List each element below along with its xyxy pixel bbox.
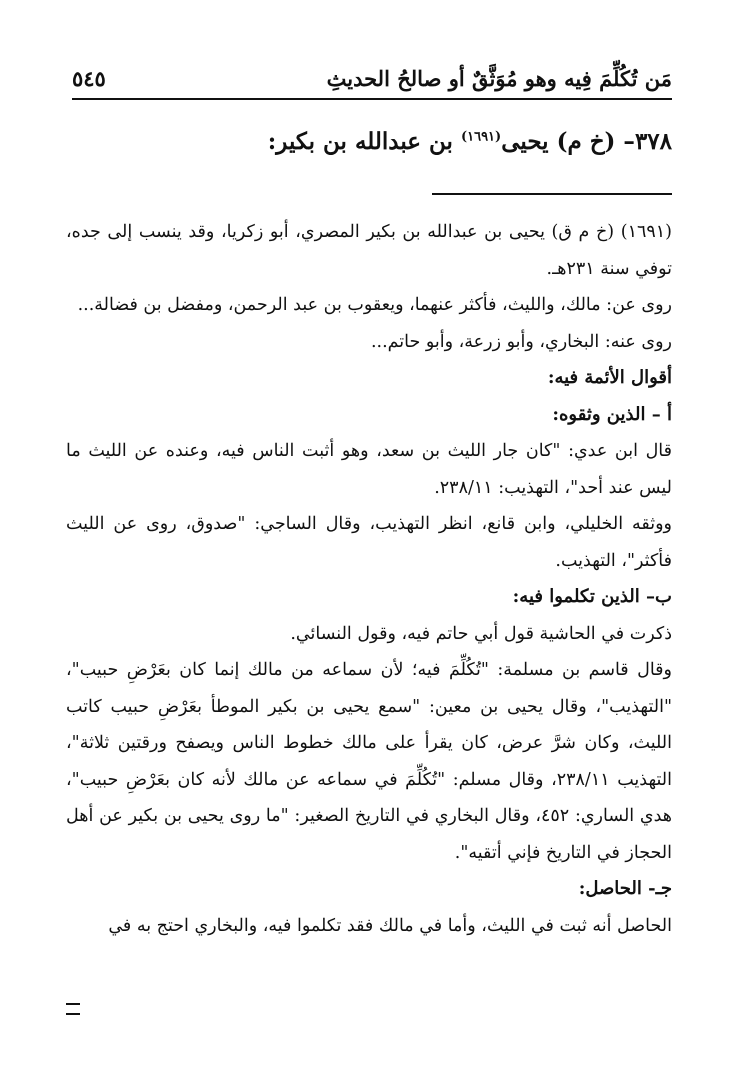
- subheading-conclusion: جـ- الحاصل:: [578, 878, 672, 899]
- entry-title-start: ٣٧٨– (خ م) يحيى: [501, 128, 672, 155]
- narrated-from: روى عن: مالك، والليث، فأكثر عنهما، ويعقوب بن عبد الرحمن، ومفضل بن فضالة...: [77, 295, 672, 315]
- paragraph-abu-hatim: ذكرت في الحاشية قول أبي حاتم فيه، وقول النسائي.: [290, 623, 672, 644]
- footnote-body: [66, 214, 672, 944]
- paragraph-qasim: وقال قاسم بن مسلمة: "تُكُلِّمَ فيه؛ لأن سماعه من مالك إنما كان بعَرْضِ حبيب"، "التهذيب"، وقال يحيى بن معين: "سمع يحيى بن بكير الموطأ بعَرْضِ حبيب كاتب الليث، وكان شرَّ عرض، كان يقرأ على مالك خطوط الناس ويصفح ورقتين ثلاثة"، التهذيب ٢٣٨/١١، وقال مسلم: "تُكُلِّمَ في سماعه عن مالك لأنه كان بعَرْضِ حبيب"، هدي الساري: ٤٥٢، وقال البخاري في التاريخ الصغير: "ما روى يحيى بن بكير عن أهل الحجاز في التاريخ فإني أتقيه".: [66, 660, 673, 863]
- page-header: [72, 58, 672, 100]
- page-number: ٥٤٥: [72, 65, 106, 91]
- footnote-reference: (١٦٩١): [460, 129, 502, 145]
- paragraph-khalili: ووثقه الخليلي، وابن قانع، انظر التهذيب، وقال الساجي: "صدوق، روى عن الليث فأكثر"، التهذيب.: [66, 514, 672, 571]
- narrated-by: روى عنه: البخاري، وأبو زرعة، وأبو حاتم...: [370, 331, 672, 352]
- subheading-criticized: ب– الذين تكلموا فيه:: [512, 586, 672, 607]
- section-heading-imams: أقوال الأئمة فيه:: [547, 367, 672, 388]
- footnote-bio: (١٦٩١) (خ م ق) يحيى بن عبدالله بن بكير المصري، أبو زكريا، وقد ينسب إلى جده، توفي سنة ٢٣١هـ.: [66, 222, 672, 279]
- paragraph-ibn-adi: قال ابن عدي: "كان جار الليث بن سعد، وهو أثبت الناس فيه، وعنده عن الليث ما ليس عند أحد"، التهذيب: ٢٣٨/١١.: [66, 441, 672, 498]
- subheading-trusted: أ – الذين وثقوه:: [552, 403, 672, 425]
- entry-title-end: بن عبدالله بن بكير:: [267, 128, 461, 155]
- entry-heading: [72, 128, 672, 155]
- footnote-separator: [432, 193, 672, 195]
- running-title: مَن تُكُلِّمَ فِيه وهو مُوَثَّقٌ أو صالحُ الحديثِ: [326, 65, 672, 91]
- continuation-mark: [66, 1003, 80, 1015]
- paragraph-conclusion: الحاصل أنه ثبت في الليث، وأما في مالك فقد تكلموا فيه، والبخاري احتج به في: [108, 915, 672, 936]
